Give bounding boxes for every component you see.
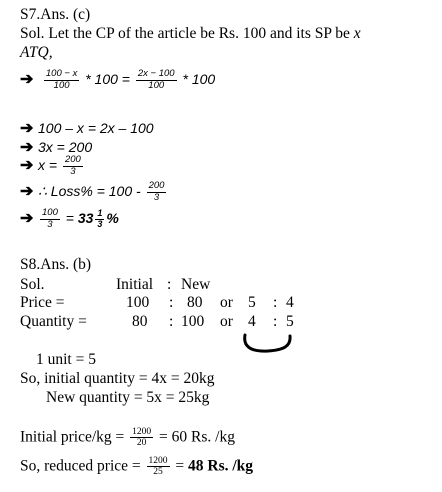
denominator: 100: [148, 79, 165, 91]
s7-step-2: [20, 137, 92, 157]
eq-end: * 100: [182, 71, 216, 87]
s7-step-1: [20, 118, 154, 138]
arrow-right-icon: ➔: [20, 71, 34, 88]
s7-solution-line: [20, 25, 361, 43]
handdrawn-bracket-icon: [238, 332, 300, 356]
price-label: Price =: [20, 294, 65, 311]
arrow-right-icon: ➔: [20, 210, 34, 227]
quantity-label: Quantity =: [20, 313, 87, 330]
fraction: [147, 456, 170, 478]
price-or: or: [220, 294, 233, 311]
percent-sign: %: [106, 210, 119, 226]
numerator: 1200: [132, 427, 152, 437]
price-ratio-sep: :: [273, 294, 278, 311]
price-initial: 100: [126, 294, 150, 311]
denominator: 3: [70, 165, 76, 177]
s7-step-5: [20, 208, 119, 230]
mixed-whole: 33: [77, 210, 94, 226]
s7-atq: ATQ,: [20, 44, 53, 61]
fraction: [130, 427, 153, 449]
numerator: 200: [64, 154, 81, 166]
numerator: 1: [97, 207, 103, 218]
numerator: 100 − x: [45, 68, 78, 80]
unit-line: 1 unit = 5: [36, 351, 96, 368]
arrow-right-icon: ➔: [20, 157, 34, 174]
quantity-ratio-sep: :: [273, 313, 278, 330]
step-text: 100 – x = 2x – 100: [38, 120, 154, 136]
price-new: 80: [187, 294, 203, 311]
denominator: 3: [47, 218, 53, 230]
table-header-initial: Initial: [116, 276, 154, 293]
denominator: 100: [53, 79, 70, 91]
initial-quantity-line: So, initial quantity = 4x = 20kg: [20, 370, 215, 387]
price-ratio-2: 4: [286, 294, 294, 311]
quantity-sep: :: [169, 313, 174, 330]
s8-heading: S8.Ans. (b): [20, 256, 92, 273]
arrow-right-icon: ➔: [20, 120, 34, 137]
price-post: = 60 Rs. /kg: [159, 428, 235, 446]
fraction: [40, 208, 60, 230]
new-quantity-line: New quantity = 5x = 25kg: [46, 389, 210, 406]
s7-equation-1: [20, 69, 215, 91]
denominator: 3: [153, 191, 160, 203]
table-header-label: Sol.: [20, 276, 45, 293]
table-header-new: New: [181, 276, 211, 293]
denominator: 20: [136, 438, 147, 449]
arrow-right-icon: ➔: [20, 139, 34, 156]
numerator: 2x − 100: [137, 68, 175, 80]
quantity-ratio-2: 5: [286, 313, 294, 330]
table-header-sep: :: [167, 276, 172, 293]
s7-step-4: [20, 181, 168, 203]
fraction: [136, 69, 177, 91]
mixed-number: [77, 207, 119, 229]
denominator: 25: [153, 467, 163, 478]
numerator: 100: [42, 207, 58, 219]
quantity-new: 100: [181, 313, 205, 330]
s7-solution-var: x: [353, 25, 361, 42]
reduced-eq: =: [175, 457, 185, 475]
fraction: [44, 69, 79, 91]
reduced-price-line: [20, 456, 253, 478]
step-text: ∴ Loss% = 100 -: [38, 183, 141, 199]
reduced-result: 48 Rs. /kg: [188, 457, 254, 475]
s7-solution-text: Sol. Let the CP of the article be Rs. 100 and its SP be: [20, 25, 354, 42]
price-pre: Initial price/kg =: [20, 428, 125, 446]
fraction: [63, 155, 83, 177]
reduced-pre: So, reduced price =: [20, 457, 141, 475]
quantity-ratio-1: 4: [248, 313, 256, 330]
eq-mid: * 100 =: [85, 71, 130, 87]
numerator: 200: [148, 180, 165, 192]
price-ratio-1: 5: [248, 294, 256, 311]
fraction: [147, 181, 167, 203]
step-eq: =: [65, 210, 74, 226]
denominator: 3: [97, 218, 103, 229]
initial-price-line: [20, 427, 235, 449]
fraction: [95, 209, 104, 230]
arrow-right-icon: ➔: [20, 183, 34, 200]
step-text: 3x = 200: [38, 139, 93, 155]
s7-step-3: [20, 155, 85, 177]
quantity-initial: 80: [132, 313, 148, 330]
price-sep: :: [169, 294, 174, 311]
step-text: x =: [38, 157, 58, 173]
s7-heading: S7.Ans. (c): [20, 6, 91, 23]
quantity-or: or: [220, 313, 233, 330]
numerator: 1200: [148, 456, 168, 466]
